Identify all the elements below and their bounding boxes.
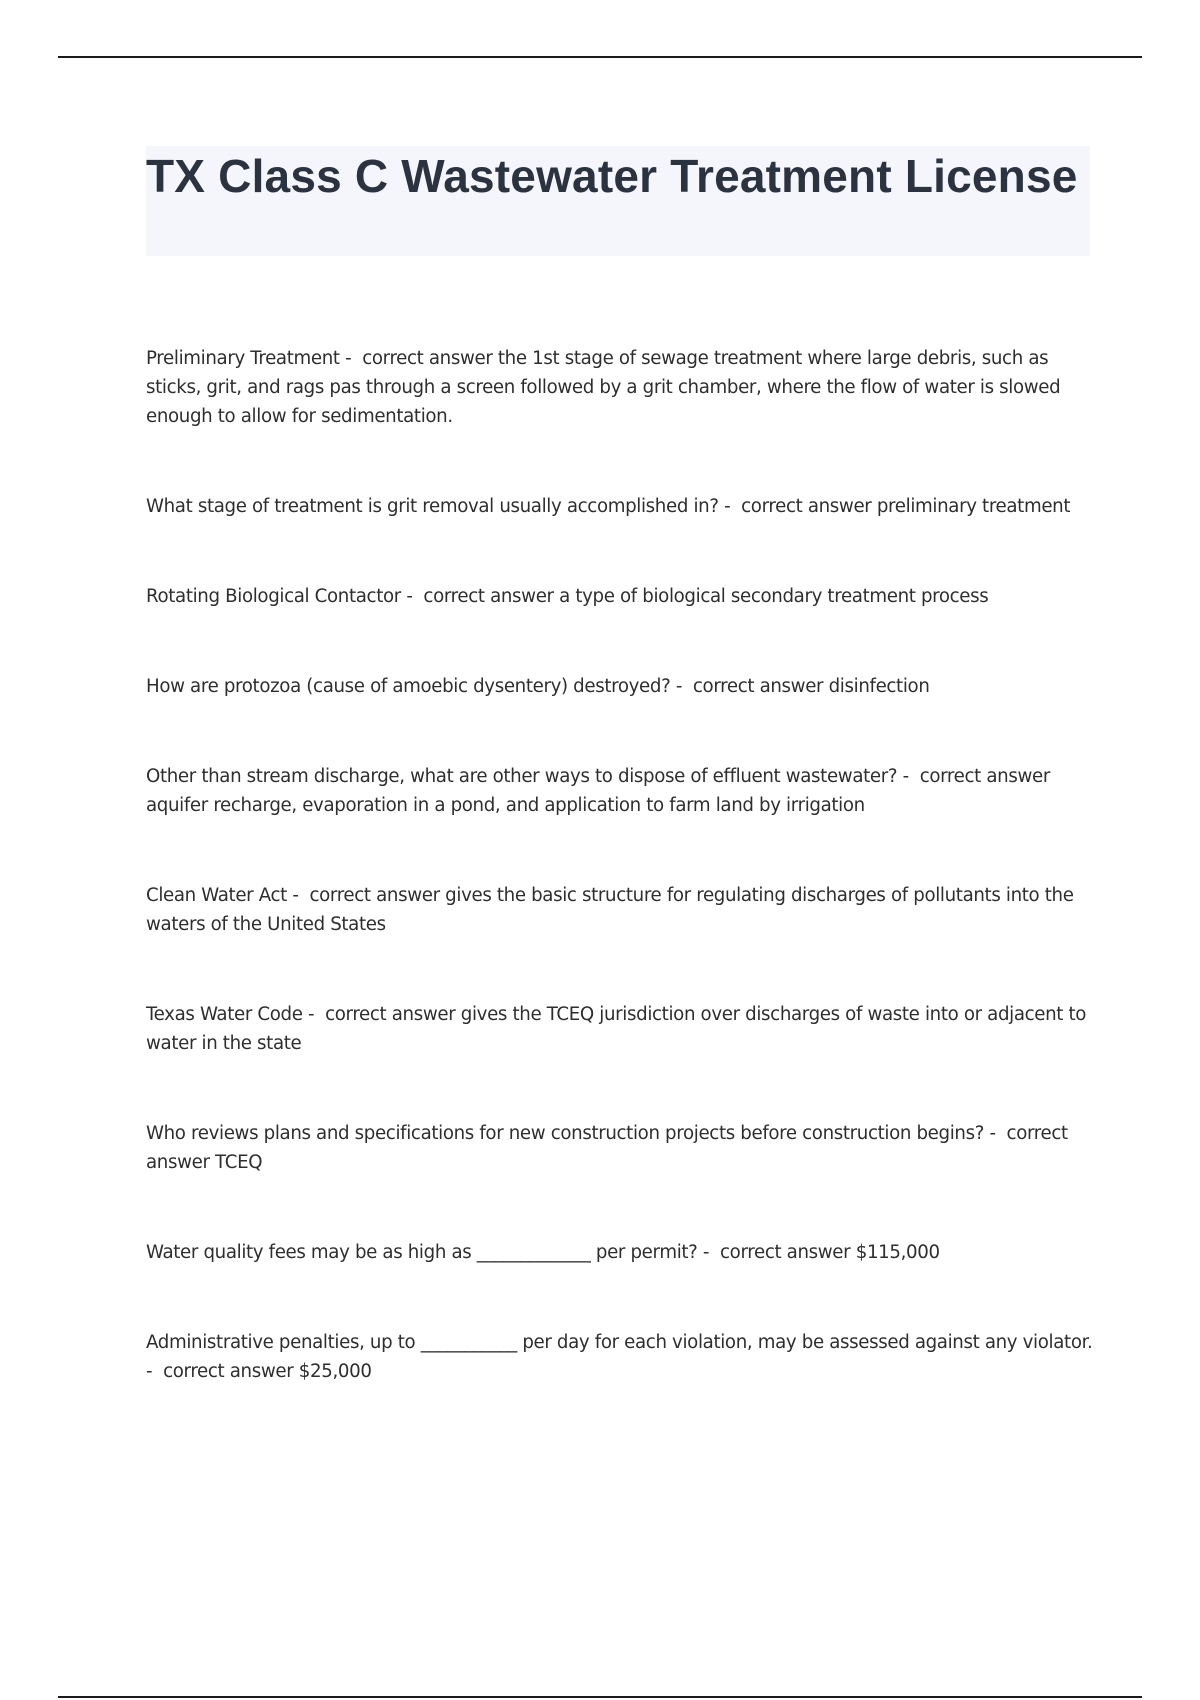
qa-answer-prefix: correct answer [362, 348, 493, 369]
qa-answer: aquifer recharge, evaporation in a pond, and application to farm land by irrigation [146, 795, 865, 816]
qa-answer: $25,000 [298, 1361, 372, 1382]
qa-answer-prefix: correct answer [692, 676, 824, 697]
qa-answer: gives the basic structure for regulating discharges of pollutants into the waters of the United States [146, 885, 1074, 935]
qa-answer-prefix: correct answer [325, 1004, 456, 1025]
qa-answer-prefix: correct answer [919, 766, 1050, 787]
qa-item [146, 344, 1096, 431]
qa-item [146, 582, 1096, 611]
qa-question: Administrative penalties, up to ___________ per day for each violation, may be assessed against any violator. - [146, 1332, 1093, 1382]
qa-answer-prefix: correct answer [163, 1361, 294, 1382]
qa-item [146, 1328, 1096, 1386]
qa-answer: TCEQ [215, 1152, 263, 1173]
qa-question: Texas Water Code - [146, 1004, 315, 1025]
qa-question: Other than stream discharge, what are other ways to dispose of effluent wastewater? - [146, 766, 909, 787]
title-banner [146, 146, 1090, 256]
qa-question: How are protozoa (cause of amoebic dysentery) destroyed? - [146, 676, 683, 697]
qa-question: Who reviews plans and specifications for new construction projects before construction begins? - [146, 1123, 996, 1144]
qa-answer: disinfection [828, 676, 930, 697]
qa-answer-prefix: correct answer [423, 586, 554, 607]
qa-item [146, 1119, 1096, 1177]
qa-answer: gives the TCEQ jurisdiction over discharges of waste into or adjacent to water in the state [146, 1004, 1087, 1054]
qa-answer: $115,000 [855, 1242, 940, 1263]
qa-answer: a type of biological secondary treatment process [559, 586, 989, 607]
qa-answer-prefix: correct answer [309, 885, 440, 906]
qa-answer-prefix: correct answer [146, 1123, 1068, 1173]
qa-item [146, 1238, 1096, 1267]
qa-question: Preliminary Treatment - [146, 348, 352, 369]
page-bottom-rule [58, 1696, 1142, 1698]
qa-item [146, 672, 1096, 701]
qa-answer: preliminary treatment [876, 496, 1071, 517]
qa-list [146, 344, 1096, 1386]
qa-answer-prefix: correct answer [741, 496, 872, 517]
qa-question: What stage of treatment is grit removal usually accomplished in? - [146, 496, 731, 517]
qa-item [146, 1000, 1096, 1058]
qa-answer-prefix: correct answer [720, 1242, 851, 1263]
qa-question: Rotating Biological Contactor - [146, 586, 413, 607]
qa-item [146, 881, 1096, 939]
document-title: TX Class C Wastewater Treatment License [146, 150, 1078, 202]
qa-answer: the 1st stage of sewage treatment where large debris, such as sticks, grit, and rags pas through a screen followed by a grit chamber, where the flow of water is slowed enough to allow for sedimentation. [146, 348, 1061, 427]
qa-item [146, 492, 1096, 521]
page-top-rule [58, 56, 1142, 58]
qa-question: Water quality fees may be as high as _____________ per permit? - [146, 1242, 710, 1263]
qa-item [146, 762, 1096, 820]
qa-question: Clean Water Act - [146, 885, 299, 906]
